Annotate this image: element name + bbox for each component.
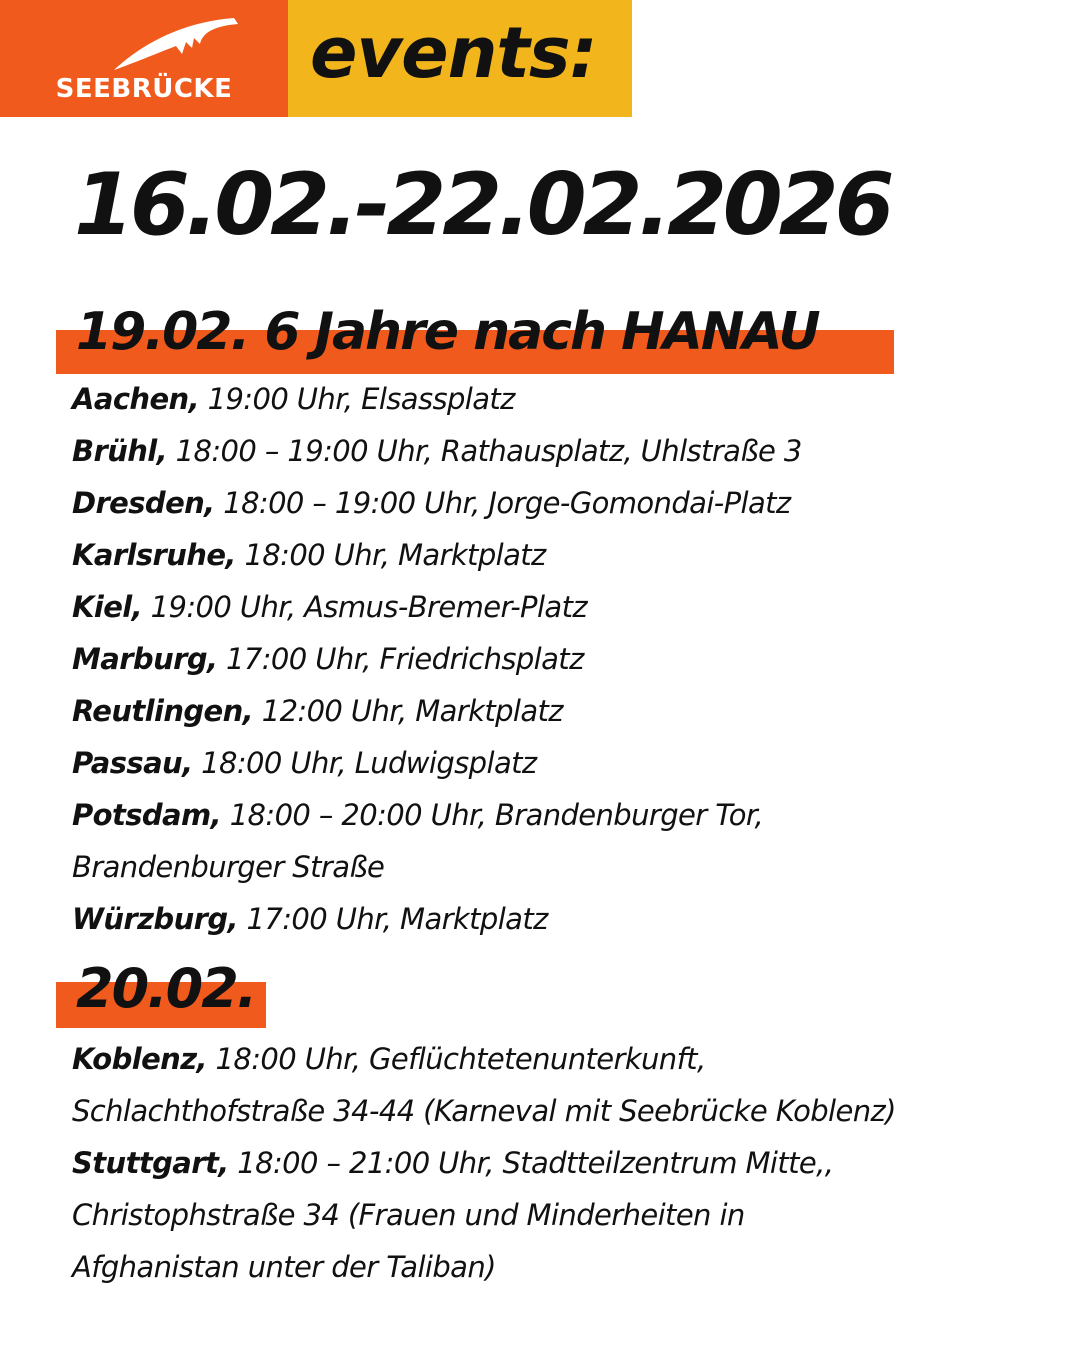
date-range-title: 16.02.-22.02.2026 [74,155,891,255]
event-details: Afghanistan unter der Taliban) [72,1250,496,1284]
event-details: 18:00 Uhr, Ludwigsplatz [192,746,537,780]
event-city: Karlsruhe, [72,538,236,572]
event-item [72,642,584,676]
brand-name: SEEBRÜCKE [55,74,233,104]
event-details: 18:00 – 21:00 Uhr, Stadtteilzentrum Mitte,, [228,1146,834,1180]
event-details: 17:00 Uhr, Friedrichsplatz [217,642,584,676]
event-city: Passau, [72,746,193,780]
event-details: Christophstraße 34 (Frauen und Minderheiten in [72,1198,745,1232]
event-details: 12:00 Uhr, Marktplatz [253,694,563,728]
event-details: 18:00 Uhr, Geflüchtetenunterkunft, [206,1042,706,1076]
event-details: Brandenburger Straße [72,850,385,884]
event-item [72,1146,834,1180]
event-city: Dresden, [72,486,215,520]
event-item [72,746,537,780]
event-item [72,382,515,416]
event-city: Stuttgart, [72,1146,229,1180]
event-details: 18:00 – 19:00 Uhr, Jorge-Gomondai-Platz [214,486,791,520]
section-heading-date: 20.02. [76,957,256,1020]
event-details: 18:00 Uhr, Marktplatz [235,538,546,572]
event-continuation [72,1198,745,1232]
seebruecke-logo [0,0,288,117]
event-details: 19:00 Uhr, Asmus-Bremer-Platz [142,590,587,624]
event-continuation [72,850,385,884]
event-details: Schlachthofstraße 34-44 (Karneval mit Seebrücke Koblenz) [72,1094,896,1128]
event-item [72,434,802,468]
event-city: Koblenz, [72,1042,207,1076]
event-item [72,590,587,624]
event-item [72,694,563,728]
event-city: Potsdam, [72,798,222,832]
event-details: 18:00 – 19:00 Uhr, Rathausplatz, Uhlstraße 3 [167,434,802,468]
event-continuation [72,1094,896,1128]
event-item [72,798,764,832]
event-city: Aachen, [72,382,199,416]
event-item [72,538,546,572]
event-city: Marburg, [72,642,218,676]
event-details: 17:00 Uhr, Marktplatz [237,902,548,936]
wave-bridge-icon [112,14,242,72]
event-item [72,486,791,520]
event-details: 18:00 – 20:00 Uhr, Brandenburger Tor, [221,798,764,832]
event-item [72,1042,706,1076]
event-city: Reutlingen, [72,694,254,728]
event-city: Würzburg, [72,902,238,936]
events-label: events: [310,12,597,94]
event-continuation [72,1250,496,1284]
event-details: 19:00 Uhr, Elsassplatz [198,382,515,416]
event-city: Brühl, [72,434,168,468]
section-heading-hanau: 19.02. 6 Jahre nach HANAU [76,302,819,362]
event-city: Kiel, [72,590,143,624]
event-item [72,902,548,936]
events-banner [288,0,632,117]
